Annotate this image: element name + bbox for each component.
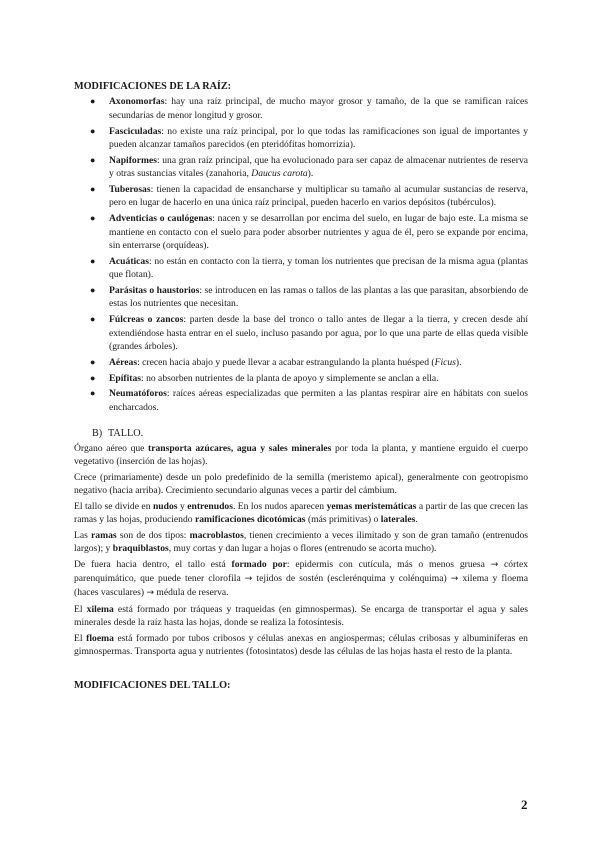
list-item [90,313,528,353]
term: Acuáticas [109,255,149,267]
stem-paragraph-growth [74,471,528,498]
bold-phrase: yemas meristemáticas [326,500,417,512]
stem-paragraph-nodes [74,500,528,527]
definition: : una gran raíz principal, que ha evolucionado para ser capaz de almacenar nutrientes de reserva y otras sustancias vitales (zanahoria, [109,154,528,180]
bullet-icon: ● [90,154,96,165]
term: Axonomorfas [109,96,165,108]
arrow-right-icon: → [490,559,499,570]
text-run: xilema y floema (haces vasculares) [74,573,528,599]
list-item [90,284,529,311]
term: Fúlcreas o zancos [109,314,184,326]
bold-phrase: floema [86,633,114,645]
text-run: , tienen crecimiento a veces ilimitado y son de gran tamaño (entrenudos largos); y [74,529,528,555]
list-item [90,387,528,414]
bold-phrase: formado por [231,558,287,570]
definition: : crecen hacia abajo y puede llevar a acabar estrangulando la planta huésped ( [137,356,435,368]
bullet-icon: ● [90,184,96,195]
bold-phrase: laterales [380,514,416,526]
bold-phrase: nudos [152,500,178,512]
arrow-right-icon: → [450,574,459,585]
definition-end: ). [455,356,462,368]
text-run: Las [74,529,92,541]
text-run: El [74,604,87,616]
term: Neumatóforos [109,388,167,400]
text-run: . [415,514,418,526]
text-run: son de dos tipos: [116,529,190,541]
stem-modifications-title: MODIFICACIONES DEL TALLO: [74,679,231,691]
species-name: Daucus carota [251,168,308,180]
definition: : tienen la capacidad de ensancharse y multiplicar su tamaño al acumular sustancias de reserva, pero en lugar de hacerlo en una única raíz principal, pueden hacerlo en varios depósitos (tubérculos). [109,184,528,209]
definition: : no absorben nutrientes de la planta de apoyo y simplemente se anclan a ella. [141,372,439,384]
bullet-icon: ● [90,356,96,367]
roots-section-title: MODIFICACIONES DE LA RAÍZ: [74,81,232,92]
bullet-icon: ● [90,314,96,325]
document-page [74,80,528,692]
stem-paragraph-definition [74,442,528,469]
bullet-icon: ● [90,213,96,224]
definition: : hay una raíz principal, de mucho mayor grosor y tamaño, de la que se ramifican raíces secundarias de menor longitud y grosor. [109,96,528,121]
definition: : se introducen en las ramas o tallos de las plantas a las que parasitan, absorbiendo de estas los nutrientes que necesitan. [109,285,529,310]
stem-paragraph-structure [74,558,528,601]
text-run: médula de reserva. [154,587,229,599]
list-item [90,356,528,369]
list-item [90,255,528,282]
page-number: 2 [521,797,528,812]
term: Epífitas [109,372,141,384]
definition-end: ). [307,168,314,180]
text-run: córtex parenquimático, que puede tener clorofila [74,558,529,585]
text-run: El tallo se divide en [74,500,153,512]
root-modifications-list [74,95,528,414]
list-item [90,125,528,152]
stem-section-heading [92,427,528,440]
bullet-icon: ● [90,125,96,136]
term: Tuberosas [109,184,151,196]
bullet-icon: ● [90,285,96,296]
bold-phrase: xilema [86,604,114,616]
text-run: y [177,500,188,512]
definition: : no existe una raíz principal, por lo que todas las ramificaciones son igual de importantes y pueden alcanzar tamaños parecidos (en pteridófitas homorrizia). [109,125,528,151]
term: Parásitas o haustorios [109,285,200,297]
bullet-icon: ● [90,372,96,383]
term: Napiformes [109,154,157,166]
term: Aéreas [109,356,138,368]
term: Adventicias o caulógenas [109,213,213,225]
text-run: está formado por tubos cribosos y células anexas en angiospermas; células cribosas y albuminíferas en gimnospermas. Transporta agua y nutrientes (fotosintatos) desde las células de las hojas hasta el resto de la planta. [74,633,528,658]
list-item [90,183,528,210]
stem-paragraph-phloem [74,632,528,659]
text-run: El [74,633,87,645]
list-item [90,154,528,181]
definition: : raíces aéreas especializadas que permiten a las plantas respirar aire en hábitats con suelos encharcados. [109,388,528,413]
text-run: (más primitivas) o [305,514,381,526]
text-run: De fuera hacia dentro, el tallo está [74,558,232,570]
text-run: . En los nudos aparecen [232,500,327,512]
bullet-icon: ● [90,255,96,266]
definition: : parten desde la base del tronco o tallo antes de llegar a la tierra, y crecen desde ahí extendiéndose hasta entrar en el suelo, incluso pasando por agua, por lo que una parte de ellas queda visible (grandes árboles). [109,314,528,353]
stem-paragraph-branches [74,529,528,556]
species-name: Ficus [434,356,456,368]
bold-phrase: ramas [91,529,117,541]
text-run: está formado por tráqueas y traqueidas (en gimnospermas). Se encarga de transportar el agua y sales minerales desde la raíz hasta las hojas, donde se realiza la fotosíntesis. [74,604,528,629]
list-item [90,372,528,385]
bold-phrase: transporta azúcares, agua y sales minerales [148,442,332,454]
text-run: por toda la planta, y mantiene erguido el cuerpo vegetativo (inserción de las hojas). [74,442,528,468]
definition: : nacen y se desarrollan por encima del suelo, en lugar de bajo este. La misma se mantiene en contacto con el suelo para poder absorber nutrientes y agua de él, pero se expande por encima, sin enterrarse (orquídeas). [109,213,528,252]
bold-phrase: braquiblastos [112,543,169,555]
arrow-right-icon: → [244,574,253,585]
list-item [90,212,528,252]
stem-section-title: TALLO. [108,428,144,440]
definition: : no están en contacto con la tierra, y toman los nutrientes que precisan de la misma agua (plantas que flotan). [109,255,528,281]
section-letter: B) [92,428,103,440]
arrow-right-icon: → [146,588,154,599]
stem-paragraph-xylem [74,603,528,630]
term: Fasciculadas [109,125,162,137]
bold-phrase: ramificaciones dicotómicas [194,514,306,526]
text-run: Crece (primariamente) desde un polo predefinido de la semilla (meristemo apical), generalmente con geotropismo negativo (hacia arriba). Crecimiento secundario algunas veces a partir del cámbium. [74,471,528,497]
bold-phrase: entrenudos [187,500,233,512]
bullet-icon: ● [90,96,96,107]
bold-phrase: macroblastos [189,529,244,541]
text-run: : epidermis con cutícula, más o menos gruesa [286,558,491,570]
bullet-icon: ● [90,388,96,399]
text-run: a partir de las que crecen las ramas y las hojas, produciendo [74,500,529,526]
list-item [90,95,528,122]
text-run: Órgano aéreo que [74,442,149,454]
text-run: tejidos de sostén (esclerénquima y colénquima) [252,573,451,585]
text-run: , muy cortas y dan lugar a hojas o flores (entrenudo se acorta mucho). [168,543,437,555]
